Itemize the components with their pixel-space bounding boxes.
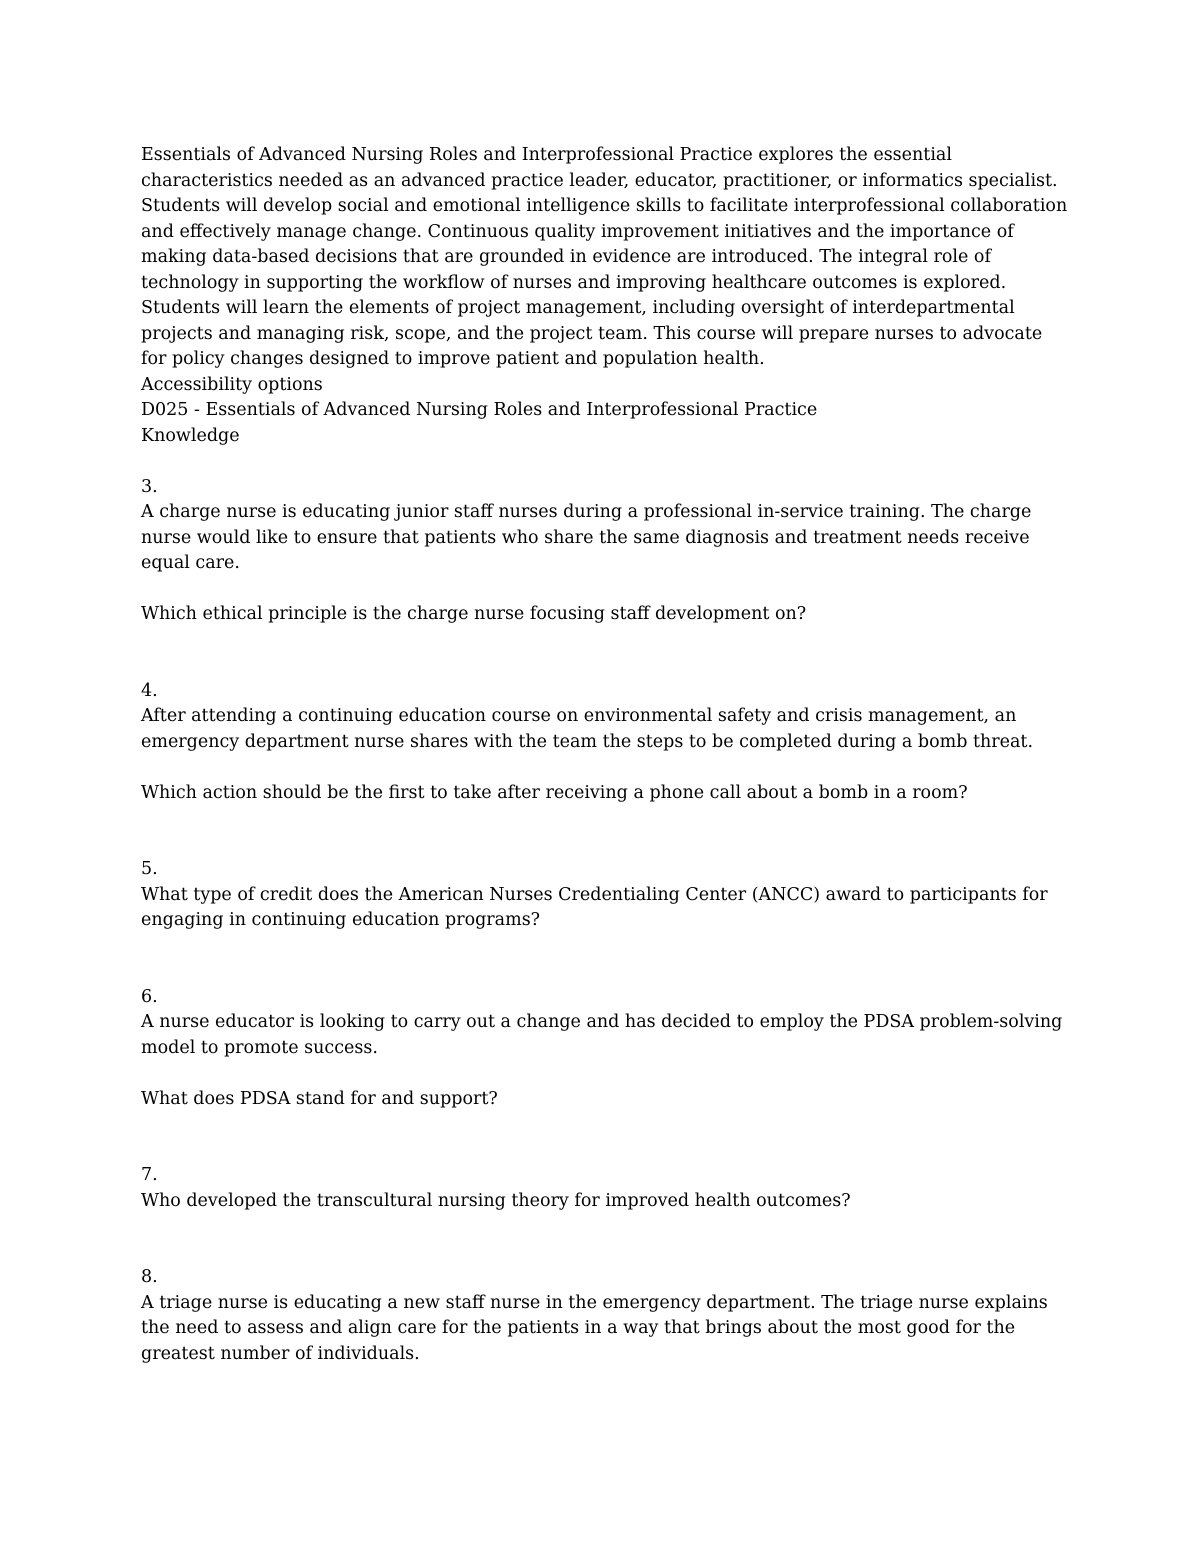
question-prompt: Which action should be the first to take after receiving a phone call about a bomb in a room? bbox=[141, 782, 968, 803]
spacer bbox=[141, 1214, 1071, 1265]
spacer bbox=[141, 1112, 1071, 1163]
question-6 bbox=[141, 985, 1071, 1113]
document-page bbox=[141, 143, 1071, 1367]
spacer bbox=[141, 577, 1071, 603]
spacer bbox=[141, 934, 1071, 985]
category-label: Knowledge bbox=[141, 425, 240, 446]
question-number: 8. bbox=[141, 1267, 158, 1287]
course-title: D025 - Essentials of Advanced Nursing Roles and Interprofessional Practice bbox=[141, 400, 818, 420]
question-number: 3. bbox=[141, 476, 158, 497]
course-description: Essentials of Advanced Nursing Roles and Interprofessional Practice explores the essential characteristics needed as an advanced practice leader, educator, practitioner, or informatics specialist. Students will develop social and emotional intelligence skills to facilitate interprofessional collaboration and effectively manage change. Continuous quality improvement initiatives and the importance of making data-based decisions that are grounded in evidence are introduced. The integral role of technology in supporting the workflow of nurses and improving healthcare outcomes is explored. Students will learn the elements of project management, including oversight of interdepartmental projects and managing risk, scope, and the project team. This course will prepare nurses to advocate for policy changes designed to improve patient and population health. bbox=[141, 145, 1068, 369]
question-prompt: What does PDSA stand for and support? bbox=[141, 1088, 498, 1109]
question-scenario: A triage nurse is educating a new staff nurse in the emergency department. The triage nurse explains the need to assess and align care for the patients in a way that brings about the most good for the greatest number of individuals. bbox=[141, 1292, 1048, 1364]
spacer bbox=[141, 1061, 1071, 1087]
question-number: 5. bbox=[141, 859, 158, 879]
question-number: 6. bbox=[141, 986, 158, 1007]
question-scenario: A nurse educator is looking to carry out a change and has decided to employ the PDSA problem-solving model to promote success. bbox=[141, 1012, 1063, 1058]
question-scenario: After attending a continuing education course on environmental safety and crisis management, an emergency department nurse shares with the team the steps to be completed during a bomb threat. bbox=[141, 706, 1034, 752]
spacer bbox=[141, 806, 1071, 857]
question-scenario: A charge nurse is educating junior staff nurses during a professional in-service training. The charge nurse would like to ensure that patients who share the same diagnosis and treatment needs receive equal care. bbox=[141, 502, 1032, 573]
question-number: 7. bbox=[141, 1165, 158, 1185]
question-number: 4. bbox=[141, 680, 158, 701]
accessibility-options-link[interactable]: Accessibility options bbox=[141, 374, 323, 395]
question-8 bbox=[141, 1265, 1071, 1367]
question-scenario: What type of credit does the American Nurses Credentialing Center (ANCC) award to participants for engaging in continuing education programs? bbox=[141, 884, 1048, 930]
spacer bbox=[141, 755, 1071, 781]
spacer bbox=[141, 449, 1071, 475]
question-3 bbox=[141, 475, 1071, 628]
question-5 bbox=[141, 857, 1071, 934]
question-7 bbox=[141, 1163, 1071, 1214]
question-prompt: Which ethical principle is the charge nurse focusing staff development on? bbox=[141, 604, 807, 624]
question-scenario: Who developed the transcultural nursing theory for improved health outcomes? bbox=[141, 1190, 851, 1211]
question-4 bbox=[141, 679, 1071, 807]
spacer bbox=[141, 628, 1071, 679]
